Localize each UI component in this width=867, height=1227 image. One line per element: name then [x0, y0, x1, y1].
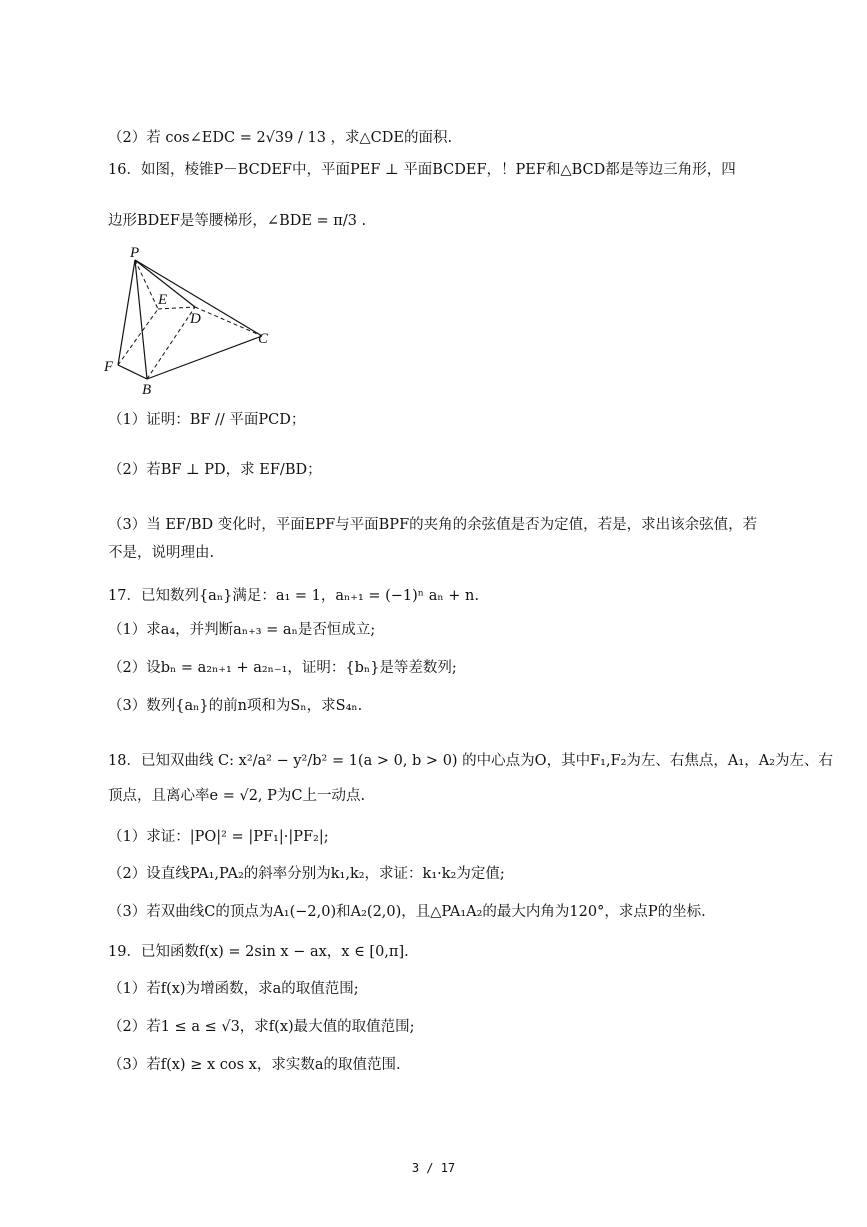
q18-part1: （1）求证：|PO|² = |PF₁|·|PF₂|; — [108, 829, 329, 845]
q16-stem-line1: 16．如图，棱锥P－BCDEF中，平面PEF ⊥ 平面BCDEF，！PEF和△BCD都是等边三角形，四 — [108, 162, 736, 178]
q18-stem-line1: 18．已知双曲线 C: x²/a² − y²/b² = 1(a > 0, b > 0) 的中心点为O，其中F₁,F₂为左、右焦点，A₁，A₂为左、右 — [108, 753, 833, 769]
q16-part3-line1: （3）当 EF/BD 变化时，平面EPF与平面BPF的夹角的余弦值是否为定值，若是，求出该余弦值，若 — [108, 517, 758, 533]
q18-part2: （2）设直线PA₁,PA₂的斜率分别为k₁,k₂，求证：k₁·k₂为定值; — [108, 866, 505, 882]
q17-part2: （2）设bₙ = a₂ₙ₊₁ + a₂ₙ₋₁，证明：{bₙ}是等差数列; — [108, 660, 457, 676]
label-C: C — [258, 331, 269, 347]
q16-stem-line2: 边形BDEF是等腰梯形，∠BDE = π/3 . — [108, 213, 367, 229]
q17-stem: 17．已知数列{aₙ}满足：a₁ = 1，aₙ₊₁ = (−1)ⁿ aₙ + n. — [108, 588, 479, 604]
q17-part1: （1）求a₄，并判断aₙ₊₃ = aₙ是否恒成立; — [108, 622, 376, 638]
label-B: B — [142, 382, 152, 398]
q16-part1: （1）证明：BF // 平面PCD； — [108, 412, 306, 428]
q19-part1: （1）若f(x)为增函数，求a的取值范围; — [108, 981, 359, 997]
pyramid-figure — [100, 244, 280, 400]
q16-part3-line2: 不是，说明理由. — [108, 545, 215, 561]
q15-part2: （2）若 cos∠EDC = 2√39 / 13 ，求△CDE的面积. — [108, 130, 453, 146]
label-F: F — [104, 359, 114, 375]
q19-part3: （3）若f(x) ≥ x cos x，求实数a的取值范围. — [108, 1057, 401, 1073]
label-E: E — [158, 292, 168, 308]
q19-stem: 19．已知函数f(x) = 2sin x − ax，x ∈ [0,π]. — [108, 944, 409, 960]
q17-part3: （3）数列{aₙ}的前n项和为Sₙ，求S₄ₙ. — [108, 698, 363, 714]
label-D: D — [190, 311, 201, 327]
page-number: 3 / 17 — [411, 1161, 456, 1175]
label-P: P — [130, 245, 140, 261]
q19-part2: （2）若1 ≤ a ≤ √3，求f(x)最大值的取值范围; — [108, 1019, 415, 1035]
q16-part2: （2）若BF ⊥ PD，求 EF/BD； — [108, 462, 322, 478]
q18-part3: （3）若双曲线C的顶点为A₁(−2,0)和A₂(2,0)，且△PA₁A₂的最大内角为120°，求点P的坐标. — [108, 904, 706, 920]
q18-stem-line2: 顶点，且离心率e = √2, P为C上一动点. — [108, 788, 366, 804]
